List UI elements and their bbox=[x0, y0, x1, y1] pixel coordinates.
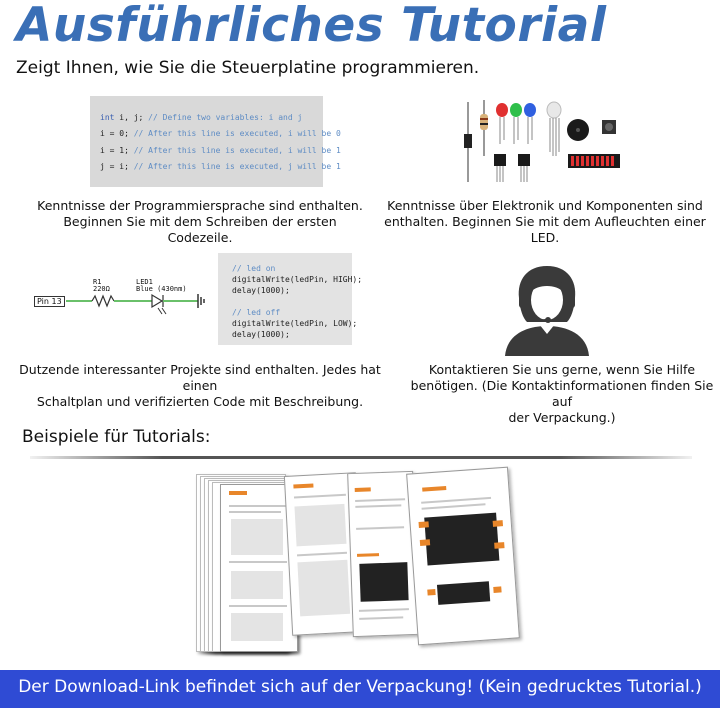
examples-heading: Beispiele für Tutorials: bbox=[22, 427, 211, 447]
page-subtitle: Zeigt Ihnen, wie Sie die Steuerplatine programmieren. bbox=[16, 58, 480, 78]
code-sample-blink bbox=[218, 253, 363, 345]
download-banner: Der Download-Link befindet sich auf der Verpackung! (Kein gedrucktes Tutorial.) bbox=[0, 670, 720, 708]
page-title: Ausführliches Tutorial bbox=[16, 0, 607, 53]
code-comment: // led off bbox=[232, 308, 281, 317]
support-headset-icon bbox=[497, 262, 597, 356]
code-sample-variables bbox=[90, 96, 341, 187]
pin-label: Pin 13 bbox=[34, 296, 65, 307]
feature-caption-programming: Kenntnisse der Programmiersprache sind enthalten. Beginnen Sie mit dem Schreiben der ersten Codezeile. bbox=[37, 198, 363, 245]
feature-caption-support: Kontaktieren Sie uns gerne, wenn Sie Hilfe benötigen. (Die Kontaktinformationen finden Sie auf der Verpackung.) bbox=[410, 362, 714, 425]
code-text: digitalWrite(ledPin, HIGH); bbox=[232, 275, 363, 284]
feature-caption-projects: Dutzende interessanter Projekte sind enthalten. Jedes hat einen Schaltplan und verifizierten Code mit Beschreibung. bbox=[19, 362, 381, 409]
code-text: delay(1000); bbox=[232, 286, 290, 295]
code-text: i = 1; bbox=[100, 146, 134, 155]
divider bbox=[30, 456, 692, 459]
tutorial-pages-image bbox=[190, 466, 530, 666]
led-value: Blue (430nm) bbox=[136, 285, 187, 293]
circuit-diagram-icon bbox=[32, 270, 217, 320]
code-comment: // After this line is executed, i will be 1 bbox=[133, 146, 341, 155]
code-text: i, j; bbox=[114, 113, 149, 122]
code-comment: // After this line is executed, i will be 0 bbox=[133, 129, 341, 138]
components-image-icon bbox=[456, 96, 626, 188]
feature-caption-electronics: Kenntnisse über Elektronik und Komponenten sind enthalten. Beginnen Sie mit dem Aufleuchten einer LED. bbox=[384, 198, 706, 245]
led-name: LED1 bbox=[136, 278, 153, 286]
code-text: i = 0; bbox=[100, 129, 134, 138]
code-text: delay(1000); bbox=[232, 330, 290, 339]
code-keyword: int bbox=[100, 113, 115, 122]
code-comment: // led on bbox=[232, 264, 276, 273]
resistor-name: R1 bbox=[93, 278, 102, 286]
code-comment: // Define two variables: i and j bbox=[148, 113, 303, 122]
code-text: digitalWrite(ledPin, LOW); bbox=[232, 319, 358, 328]
code-text: j = i; bbox=[100, 162, 134, 171]
resistor-value: 220Ω bbox=[93, 285, 110, 293]
code-comment: // After this line is executed, j will be 1 bbox=[133, 162, 341, 171]
